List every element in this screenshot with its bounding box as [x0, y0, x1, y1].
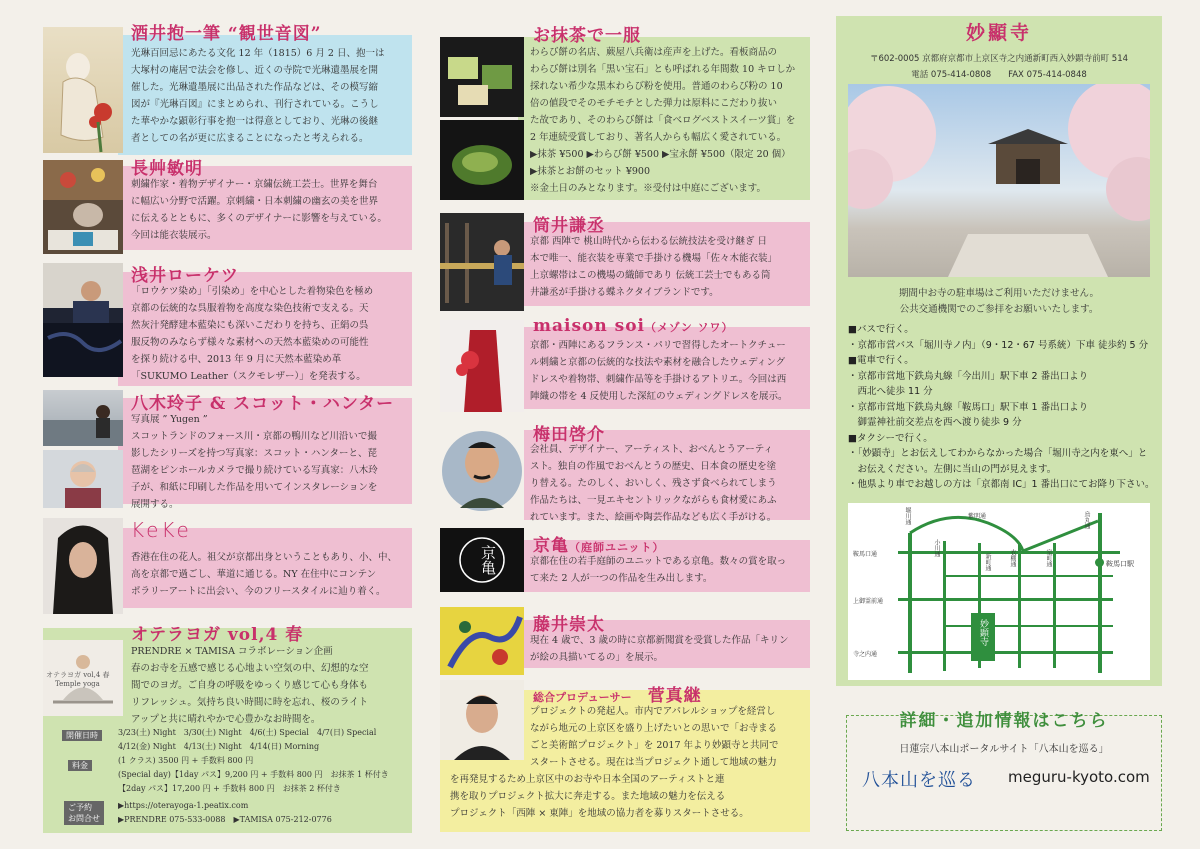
wedding-dress-image — [440, 320, 524, 412]
kyokame-logo — [440, 528, 524, 592]
yoga-dates: 3/23(土) Night 3/30(土) Night 4/6(土) Special 4/7(日) Special 4/12(金) Night 4/13(土) Night 4/14(日) Morning — [118, 728, 377, 751]
map-label-shimei: 紫明通 — [968, 513, 987, 520]
map-station-label: 鞍馬口駅 — [1106, 560, 1134, 568]
umeda-body: 会社員、デザイナー、アーティスト、おべんとうアーティ スト。独自の作風でおべんとうの歴史、日本食の歴史を塗 り替える。たのしく、おいしく、残さず食べられてしまう 作品たちは、一見エキセントリックながらも食材愛にあふ れています。また、絵画や陶芸作品なども広く手がける。 — [530, 444, 777, 523]
embroidery-image — [43, 160, 123, 254]
scott-portrait-image — [43, 450, 123, 508]
map-temple-label: 妙顕寺 — [978, 619, 988, 646]
sugama-body: プロジェクトの発起人。市内でアパレルショップを経営し ながら地元の上京区を盛り上げたいとの思いで「お寺まる ごと美術館プロジェクト」を 2017 年より妙顕寺と共同で スタートさせる。現在は当プロジェクト通して地域の魅力 — [530, 706, 779, 768]
matcha-title: お抹茶で一服 — [533, 26, 641, 46]
access-map — [848, 503, 1150, 680]
temple-phone: 電話 075-414-0808 FAX 075-414-0848 — [911, 70, 1087, 80]
meguru-logo[interactable]: 八本山を巡る — [862, 770, 976, 791]
map-label-koromonotana: 衣棚通 — [1009, 549, 1016, 567]
yoga-image-subcaption: Temple yoga — [55, 680, 100, 688]
map-label-kuramaguchi: 鞍馬口通 — [853, 551, 878, 558]
loom-image — [440, 213, 524, 311]
asai-title: 浅井ローケツ — [131, 266, 239, 286]
nagasaya-title: 長艸敏明 — [131, 159, 203, 179]
map-label-kamigoryo: 上御霊前通 — [853, 598, 884, 605]
kyokame-body: 京都在住の若手庭師のユニットである京亀。数々の賞を取っ て来た 2 人が一つの作品を生み出します。 — [530, 556, 787, 584]
access-info: ■バスで行く。 ・京都市営バス「堀川寺ノ内」（9・12・67 号系統）下車 徒歩約 5 分 ■電車で行く。 ・京都市営地下鉄烏丸線「今出川」駅下車 2 番出口より 西北へ徒歩 11 分 ・京都市営地下鉄烏丸線「鞍馬口」駅下車 1 番出口より 御霊神社前交差点を西へ渡り徒歩 9 分 ■タクシーで行く。 ・「妙顕寺」とお伝えしてわからなかった場合「堀川寺之内を東へ」と お伝えください。左側に当山の門が見えます。 ・他県より車でお越しの方は「京都南 IC」1 番出口にてお降り下さい。 — [848, 324, 1155, 490]
parking-notice: 期間中お寺の駐車場はご利用いただけません。 公共交通機関でのご参拝をお願いいたします。 — [898, 288, 1100, 315]
maison-title: maison soi（メゾン ソワ） — [533, 316, 734, 336]
yoga-price-label: 料金 — [68, 760, 92, 771]
nagasaya-body: 刺繍作家・着物デザイナー・京繍伝統工芸士。世界を舞台 に幅広い分野で活躍。京刺繍・日本刺繍の幽玄の美を世界 に伝えるとともに、多くのデザイナーに影響を与えている。 今回は能衣装展示。 — [131, 179, 387, 241]
tsutsui-body: 京都 西陣で 桃山時代から伝わる伝統技法を受け継ぎ 日 本で唯一、能衣装を専業で手掛ける機場「佐々木能衣装」 上京螺帯はこの機場の織師であり 伝統工芸士でもある筒 井謙丞が手掛ける蝶ネクタイブランドです。 — [530, 236, 778, 298]
temple-name: 妙顯寺 — [965, 22, 1032, 44]
yoga-title: オテラヨガ vol,4 春 — [131, 625, 304, 645]
asai-body: 「ロウケツ染め」「引染め」を中心とした着物染色を極め 京都の伝統的な呉服着物を高度な染色技術で支える。天 然灰汁発酵建本藍染にも深いこだわりを持ち、正絹の呉 服反物のみならず様々な素材への天然本藍染めの可能性 を探り続ける中、2013 年 9 月に天然本藍染め革 「SUKUMO Leather（スクモレザー）」を発表する。 — [131, 286, 374, 382]
yoga-image — [43, 640, 123, 716]
yoga-date-label: 開催日時 — [62, 730, 102, 741]
info-url-link[interactable]: meguru-kyoto.com — [1008, 768, 1150, 786]
keke-portrait-image — [43, 518, 123, 614]
indigo-dyeing-image — [43, 263, 123, 377]
kyokame-logo-text: 京亀 — [479, 545, 497, 575]
sugama-title: 総合プロデューサー 菅真継 — [533, 686, 702, 706]
map-label-horikawa: 堀川通 — [904, 507, 911, 525]
fujii-body: 現在 4 歳で、3 歳の時に京都新聞賞を受賞した作品「キリン が絵の具描いてるの」を展示。 — [530, 635, 789, 663]
info-site-name: 日蓮宗八本山ポータルサイト「八本山を巡る」 — [899, 744, 1109, 755]
yoga-contact-label: ご予約 お問合せ — [64, 801, 104, 825]
info-title: 詳細・追加情報はこちら — [899, 711, 1109, 731]
maison-body: 京都・西陣にあるフランス・パリで習得したオートクチュー ル刺繍と京都の伝統的な技法や素材を融合したウェディング ドレスや着物帯、刺繍作品等を手掛けるアトリエ。今回は西 陣織の帯を 4 反使用した深紅のウェディングドレスを展示。 — [530, 340, 788, 402]
hoitsu-body: 光琳百回忌にあたる文化 12 年（1815）6 月 2 日、抱一は 大塚村の庵居で法会を修し、近くの寺院で光琳遺墨展を開 催した。光琳遺墨展に出品された作品などは、その模写縮 図が『光琳百図』にまとめられ、刊行されている。こうし た華やかな顕彰行事を抱一は得意としており、光琳の後継 者としての名が更に広まることになったと考えられる。 — [131, 48, 385, 144]
matcha-body: わらび餅の名店、蕨屋八兵衛は産声を上げた。看板商品の わらび餅は別名「黒い宝石」とも呼ばれる年間数 10 キロしか 採れない希少な黒本わらび粉を使用。普通のわらび粉の 10 倍の値段でそのモチモチとした弾力は原料にこだわり抜い た故であり、そのわらび餅は「食べログベストスイーツ賞」を 2 年連続受賞しており、著名人からも幅広く愛されている。 ▶抹茶 ¥500 ▶わらび餅 ¥500 ▶宝永餅 ¥500（限定 20 個） ▶抹茶とお餅のセット ¥900 ※金土日のみとなります。※受付は中庭にございます。 — [530, 47, 796, 194]
temple-photo — [848, 84, 1150, 277]
map-label-karasuma: 烏丸通 — [1083, 511, 1090, 529]
keke-body: 香港在住の花人。祖父が京都出身ということもあり、小、中、 高を京都で過ごし、華道に通じる。NY 在住中にコンテン ポラリーアートに出会い、今のフリースタイルに辿り着く。 — [131, 552, 398, 597]
map-label-shinmachi: 新町通 — [984, 553, 991, 571]
umeda-title: 梅田啓介 — [533, 425, 605, 445]
matcha-sweets-image-2 — [440, 120, 524, 200]
tsutsui-title: 筒井謙丞 — [533, 216, 605, 236]
keke-logo-title: KeKe — [131, 518, 192, 542]
yoga-body: PRENDRE × TAMISA コラボレーション企画 春のお寺を五感で感じる心地よい空気の中、幻想的な空 間でのヨガ。ご自身の呼吸をゆっくり感じて心も身体も リフレッシュ。気持ち良い時間に時を忘れ、桜のライト アップと共に晴れやかで心豊かなお時間を。 — [131, 646, 369, 725]
hoitsu-title: 酒井抱一筆 “観世音図” — [131, 24, 322, 44]
map-station-marker — [1095, 558, 1104, 567]
yoga-contacts[interactable]: ▶https://oterayoga-1.peatix.com ▶PRENDRE 075-533-0088 ▶TAMISA 075-212-0776 — [118, 801, 332, 824]
kyokame-title: 京亀（庭師ユニット） — [533, 536, 665, 556]
yagi-title: 八木玲子 & スコット・ハンター — [131, 394, 395, 414]
temple-address: 〒602-0005 京都府京都市上京区寺之内通新町西入妙顕寺前町 514 — [869, 54, 1129, 64]
kannon-painting-image — [43, 27, 123, 153]
map-label-ogawa: 小川通 — [933, 539, 940, 557]
river-photo-image — [43, 390, 123, 446]
fujii-title: 藤井崇太 — [533, 615, 605, 635]
sugama-body-wide: を再発見するため上京区中のお寺や日本全国のアーティストと連 携を取りプロジェクト拡大に奔走する。また地域の魅力を伝える プロジェクト「西陣 × 東陣」を地域の協力者を募りスタートさせる。 — [450, 774, 749, 819]
matcha-sweets-image-1 — [440, 37, 524, 117]
yoga-prices: (1 クラス) 3500 円 + 手数料 800 円 (Special day)【1day パス】9,200 円 + 手数料 800 円 お抹茶 1 杯付き 【2day パス】17,200 円 + 手数料 800 円 お抹茶 2 杯付き — [118, 756, 389, 793]
umeda-portrait-image — [440, 418, 524, 524]
yoga-image-caption: オテラヨガ vol,4 春 — [46, 671, 110, 679]
map-label-muromachi: 室町通 — [1045, 549, 1052, 567]
giraffe-painting-image — [440, 607, 524, 675]
map-label-teranouchi: 寺之内通 — [853, 651, 878, 658]
sugama-portrait-image — [440, 680, 524, 760]
yagi-body: 写真展 ” Yugen ” スコットランドのフォース川・京都の鴨川など川沿いで撮 影したシリーズを持つ写真家：スコット・ハンターと、琵 琶湖をピンホールカメラで撮り続けている写真家：八木玲 子が、和紙に印刷した作品を用いてインスタレーションを 展開する。 — [131, 414, 378, 510]
